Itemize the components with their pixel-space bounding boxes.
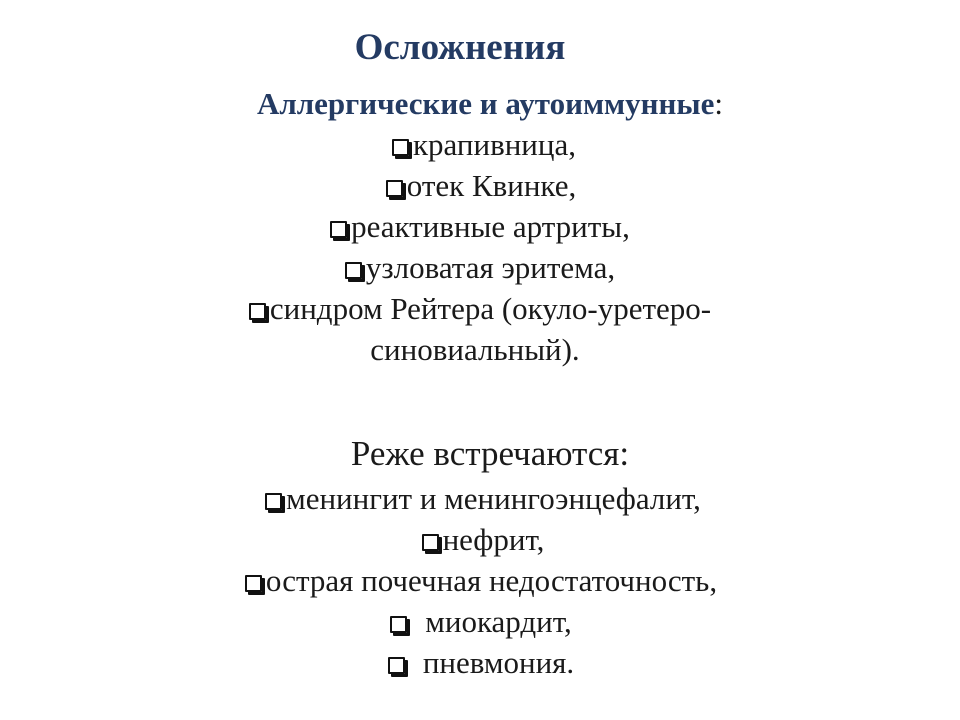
section-heading: Реже встречаются: xyxy=(350,434,630,473)
list-item xyxy=(0,601,960,642)
list-item-text: реактивные артриты, xyxy=(351,209,630,244)
list-item-text: менингит и менингоэнцефалит, xyxy=(286,481,701,516)
subtitle-bold-text: Аллергические и аутоиммунные xyxy=(257,86,715,121)
list-item xyxy=(0,288,960,329)
checkbox-bullet-icon xyxy=(386,180,403,197)
allergic-complications-list xyxy=(0,124,960,370)
checkbox-bullet-icon xyxy=(388,657,405,674)
list-item-text: острая почечная недостаточность, xyxy=(265,563,718,598)
list-item-text: узловатая эритема, xyxy=(365,250,616,285)
checkbox-bullet-icon xyxy=(422,534,439,551)
checkbox-bullet-icon xyxy=(392,139,409,156)
slide-title: Осложнения xyxy=(354,27,566,68)
checkbox-bullet-icon xyxy=(249,303,266,320)
checkbox-bullet-icon xyxy=(330,221,347,238)
list-item xyxy=(0,519,960,560)
rare-complications-list xyxy=(0,432,960,683)
list-item-text: нефрит, xyxy=(442,522,545,557)
list-item xyxy=(0,247,960,288)
list-item-text: синдром Рейтера (окуло-уретеро- xyxy=(269,291,712,326)
list-item xyxy=(0,478,960,519)
list-item-text: миокардит, xyxy=(425,604,572,639)
list-item-text: пневмония. xyxy=(422,645,575,680)
list-item xyxy=(0,206,960,247)
list-item xyxy=(0,165,960,206)
list-item-text: отек Квинке, xyxy=(406,168,577,203)
list-item xyxy=(0,124,960,165)
list-item-continuation: синовиальный). xyxy=(370,332,580,367)
list-item xyxy=(0,560,960,601)
subtitle xyxy=(0,82,960,126)
list-item xyxy=(0,642,960,683)
checkbox-bullet-icon xyxy=(390,616,407,633)
checkbox-bullet-icon xyxy=(345,262,362,279)
list-item-text: крапивница, xyxy=(412,127,576,162)
checkbox-bullet-icon xyxy=(265,493,282,510)
checkbox-bullet-icon xyxy=(245,575,262,592)
subtitle-colon: : xyxy=(714,86,723,121)
